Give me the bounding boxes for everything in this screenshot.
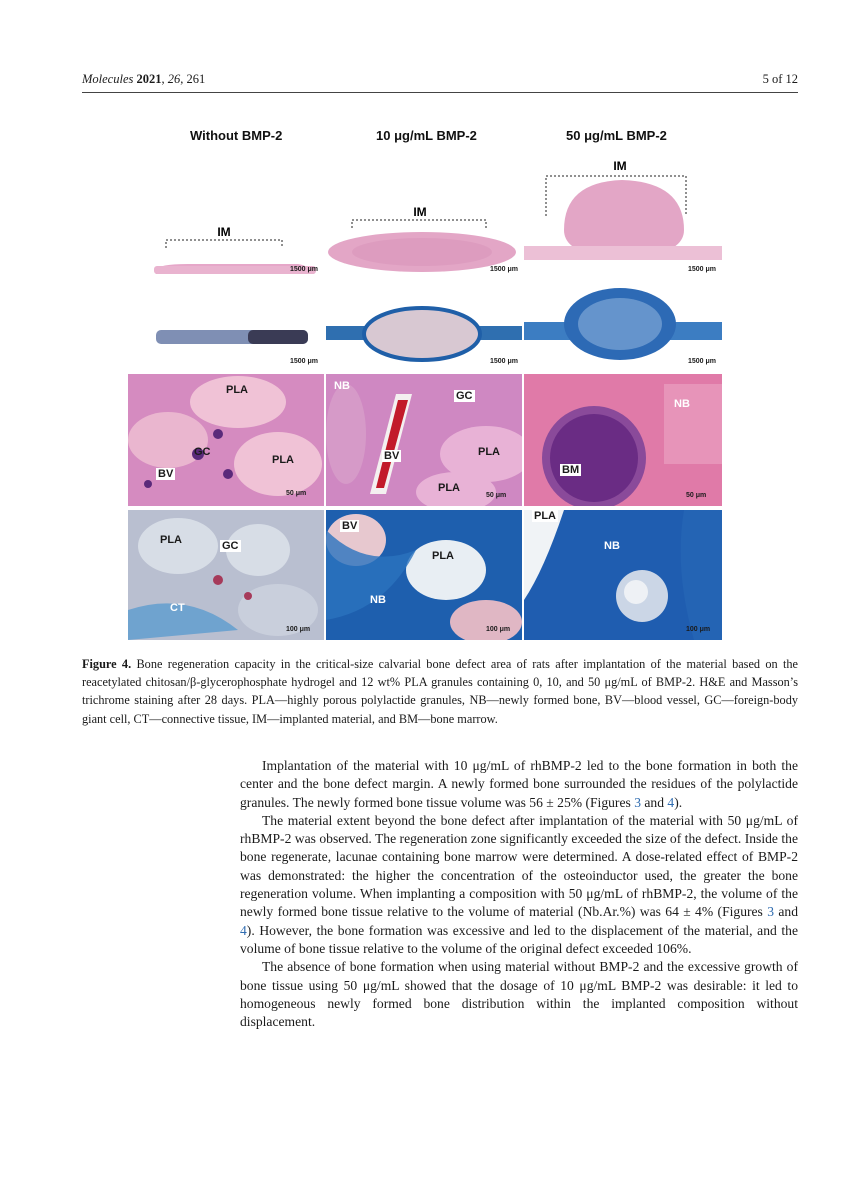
panel-he-detail-10 [326,374,522,506]
label-pla: PLA [534,510,556,522]
panel-he-overview-without [128,160,324,278]
scale-bar-1500-a: 1500 μm [290,266,319,273]
paragraph-2 [240,812,798,958]
column-heading-without-bmp2: Without BMP-2 [190,128,283,143]
panel-masson-detail-without [128,510,324,640]
label-pla: PLA [432,550,454,562]
label-pla: PLA [226,384,248,396]
panel-masson-detail-10 [326,510,522,640]
label-nb: NB [334,380,350,392]
conjunction: and [640,794,668,810]
panel-he-detail-50 [524,374,722,506]
paragraph-1 [240,757,798,812]
running-header [82,72,798,93]
paragraph-2-end: ). However, the bone formation was excessive and led to the displacement of the material, and the volume of bone tissue relative to the volume of the original defect exceeded 106%. [240,922,798,956]
im-label: IM [613,160,627,173]
label-nb: NB [604,540,620,552]
label-gc: GC [194,446,211,458]
body-text [240,757,798,1031]
column-heading-50-bmp2: 50 μg/mL BMP-2 [566,128,667,143]
panel-masson-overview-10 [326,280,522,370]
figure-4-link[interactable]: 4 [240,922,247,938]
panel-masson-detail-50 [524,510,722,640]
figure-3-link[interactable]: 3 [767,904,775,920]
scale-100-c: 100 μm [686,626,711,633]
panel-masson-overview-50 [524,280,722,370]
article-number: 261 [186,72,206,86]
scale-bar-1500-b: 1500 μm [490,266,519,273]
scale-bar-1500-f: 1500 μm [688,358,717,365]
page-number: 5 of 12 [762,72,798,86]
caption-text: Bone regeneration capacity in the critical-size calvarial bone defect area of rats after implantation of the material based on the reacetylated chitosan/β-glycerophosphate hydrogel and 12 wt% PLA granules containing 0, 10, and 50 μg/mL of BMP-2. H&E and Masson’s trichrome staining after 28 days. PLA—highly porous polylactide granules, NB—newly formed bone, BV—blood vessel, GC—foreign-body giant cell, CT—connective tissue, IM—implanted material, and BM—bone marrow. [82,657,799,726]
panel-he-detail-without [128,374,324,506]
label-bv: BV [384,450,400,462]
scale-bar-1500-e: 1500 μm [490,358,519,365]
label-bm: BM [562,464,580,476]
paragraph-1-text: Implantation of the material with 10 μg/mL of rhBMP-2 led to the bone formation in both the center and the bone defect margin. A newly formed bone surrounded the residues of the polylactide granules. The newly formed bone tissue volume was 56 ± 25% (Figures [240,758,798,810]
journal-year: 2021 [136,72,162,86]
scale-bar-1500-c: 1500 μm [688,266,717,273]
journal-name: Molecules [82,72,134,86]
im-label: IM [413,205,427,219]
paragraph-2-text: The material extent beyond the bone defect after implantation of the material with 50 μg/mL of rhBMP-2 was observed. The regeneration zone significantly exceeded the size of the defect. Inside the bone regenerate, lacunae containing bone marrow were determined. A dose-related effect of BMP-2 was demonstrated: the higher the concentration of the osteoinductor used, the greater the bone regeneration volume. When implanting a composition with 50 μg/mL of rhBMP-2, the volume of the newly formed bone tissue relative to the volume of material (Nb.Ar.%) was 64 ± 4% (Figures [240,812,798,920]
journal-citation: Molecules 2021, 26, 261 [82,72,206,86]
scale-100-a: 100 μm [286,626,311,633]
scale-bar-1500-d: 1500 μm [290,358,319,365]
label-gc: GC [456,390,473,402]
scale-100-b: 100 μm [486,626,511,633]
panel-masson-overview-without [128,280,324,370]
paragraph-1-end: ). [674,794,683,810]
label-gc: GC [222,540,239,552]
figure-3-link[interactable]: 3 [634,794,641,810]
scale-50-b: 50 μm [486,492,507,499]
journal-volume: 26 [167,72,181,86]
label-bv: BV [158,468,174,480]
label-pla: PLA [478,446,500,458]
caption-label: Figure 4. [82,657,132,671]
scale-50-c: 50 μm [686,492,707,499]
column-heading-10-bmp2: 10 μg/mL BMP-2 [376,128,477,143]
paragraph-3: The absence of bone formation when using material without BMP-2 and the excessive growth of bone tissue using 50 μg/mL showed that the dosage of 10 μg/mL BMP-2 was desirable: it led to homogeneous newly formed bone distribution within the implanted composition without displacement. [240,959,798,1030]
label-pla-2: PLA [272,454,294,466]
panel-he-overview-50 [524,160,722,278]
im-label: IM [217,225,231,239]
label-pla: PLA [160,534,182,546]
label-nb: NB [674,398,690,410]
label-nb: NB [370,594,386,606]
conjunction: and [774,904,799,920]
figure-caption [82,655,798,728]
panel-he-overview-10 [326,160,522,278]
label-pla-2: PLA [438,482,460,494]
label-ct: CT [170,602,185,614]
scale-50-a: 50 μm [286,490,307,497]
figure-4-link[interactable]: 4 [667,794,675,810]
figure-4 [128,120,722,640]
label-bv: BV [342,520,358,532]
